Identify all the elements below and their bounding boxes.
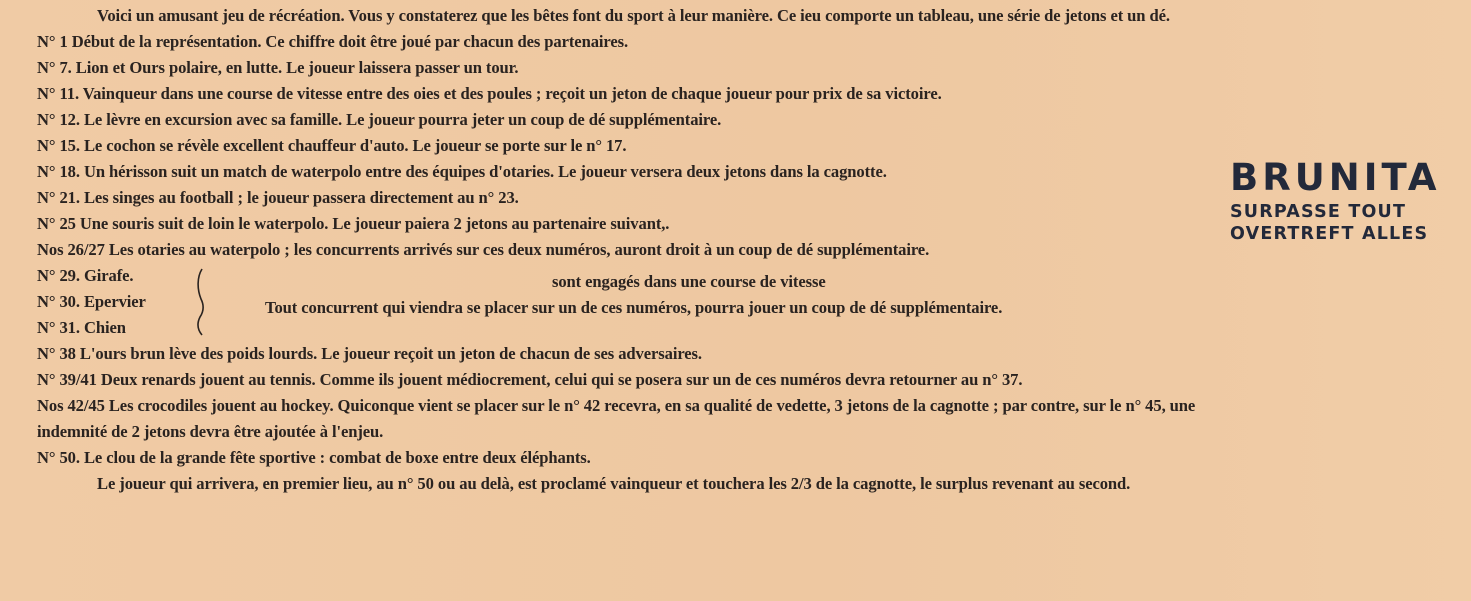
race-group-description: sont engagés dans une course de vitesse <box>552 272 826 291</box>
race-group-entries <box>37 263 187 341</box>
rule-29: N° 29. Girafe. <box>37 266 134 285</box>
brand-name: BRUNITA <box>1230 156 1441 199</box>
rule-11: N° 11. Vainqueur dans une course de vitesse entre des oies et des poules ; reçoit un jeton de chaque joueur pour prix de sa victoire. <box>37 84 942 103</box>
closing-paragraph: Le joueur qui arrivera, en premier lieu, au n° 50 ou au delà, est proclamé vainqueur et touchera les 2/3 de la cagnotte, le surplus revenant au second. <box>97 474 1131 493</box>
rule-15: N° 15. Le cochon se révèle excellent chauffeur d'auto. Le joueur se porte sur le n° 17. <box>37 136 627 155</box>
race-group-bonus: Tout concurrent qui viendra se placer sur un de ces numéros, pourra jouer un coup de dé supplémentaire. <box>265 298 1003 317</box>
game-rules <box>37 0 1242 497</box>
rule-39-41: N° 39/41 Deux renards jouent au tennis. Comme ils jouent médiocrement, celui qui se posera sur un de ces numéros devra retourner au n° 37. <box>37 370 1023 389</box>
brand-block <box>1230 155 1465 245</box>
rule-38: N° 38 L'ours brun lève des poids lourds. Le joueur reçoit un jeton de chacun de ses adversaires. <box>37 344 702 363</box>
rule-42-45: Nos 42/45 Les crocodiles jouent au hockey. Quiconque vient se placer sur le n° 42 recevra, en sa qualité de vedette, 3 jetons de la cagnotte ; par contre, sur le n° 45, une indemnité de 2 jetons devra être ajoutée à l'enjeu. <box>37 396 1196 441</box>
rule-18: N° 18. Un hérisson suit un match de waterpolo entre des équipes d'otaries. Le joueur versera deux jetons dans la cagnotte. <box>37 162 887 181</box>
brand-tagline-fr: SURPASSE TOUT <box>1230 202 1407 222</box>
rule-25: N° 25 Une souris suit de loin le waterpolo. Le joueur paiera 2 jetons au partenaire suivant,. <box>37 214 670 233</box>
rule-21: N° 21. Les singes au football ; le joueur passera directement au n° 23. <box>37 188 519 207</box>
brace-icon <box>195 267 207 337</box>
rule-12: N° 12. Le lèvre en excursion avec sa famille. Le joueur pourra jeter un coup de dé supplémentaire. <box>37 110 722 129</box>
rule-30: N° 30. Epervier <box>37 292 146 311</box>
race-group <box>37 263 1242 341</box>
rule-26-27: Nos 26/27 Les otaries au waterpolo ; les concurrents arrivés sur ces deux numéros, auront droit à un coup de dé supplémentaire. <box>37 240 930 259</box>
rule-1: N° 1 Début de la représentation. Ce chiffre doit être joué par chacun des partenaires. <box>37 32 629 51</box>
rule-7: N° 7. Lion et Ours polaire, en lutte. Le joueur laissera passer un tour. <box>37 58 519 77</box>
rule-31: N° 31. Chien <box>37 318 126 337</box>
brand-tagline-nl: OVERTREFT ALLES <box>1230 224 1429 244</box>
rule-50: N° 50. Le clou de la grande fête sportive : combat de boxe entre deux éléphants. <box>37 448 591 467</box>
intro-paragraph: Voici un amusant jeu de récréation. Vous y constaterez que les bêtes font du sport à leur manière. Ce ieu comporte un tableau, une série de jetons et un dé. <box>97 6 1170 25</box>
